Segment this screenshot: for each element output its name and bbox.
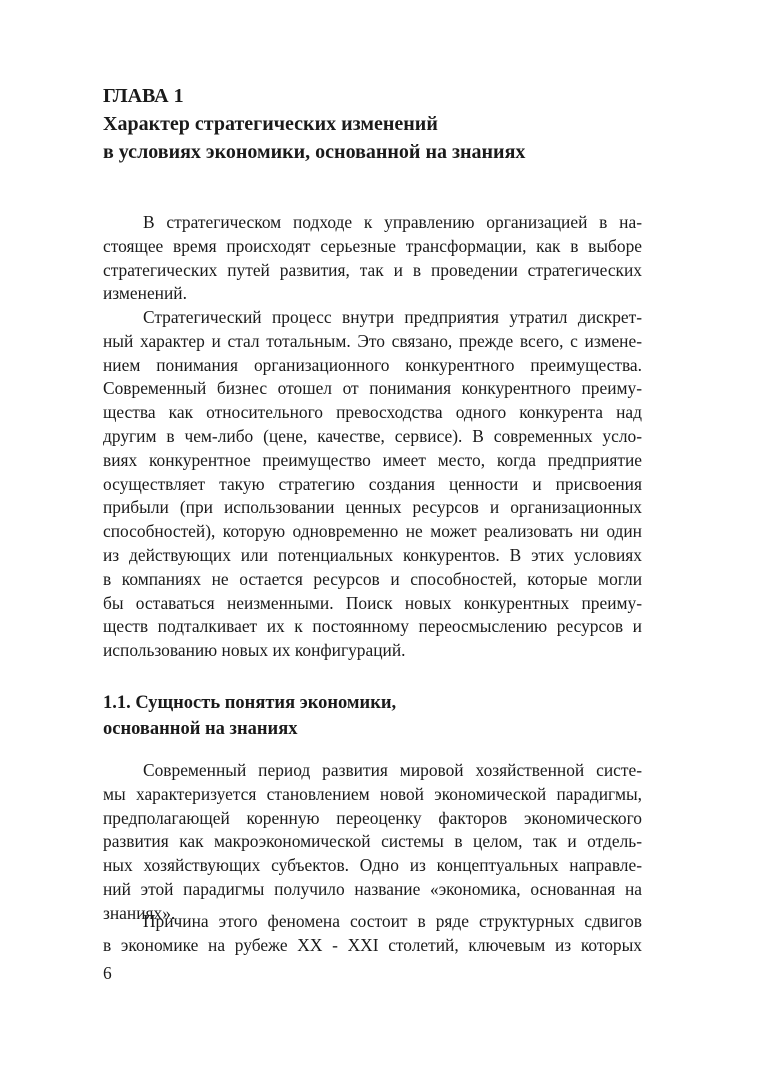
paragraph-line: виях конкурентное преимущество имеет место, когда предприятие: [103, 449, 642, 470]
paragraph-line: стратегических путей развития, так и в проведении стратегических: [103, 259, 642, 280]
paragraph-line: Стратегический процесс внутри предприятия утратил дискрет-: [143, 307, 642, 327]
paragraph-2: [103, 306, 642, 663]
paragraph-line: предполагающей коренную переоценку факторов экономического: [103, 807, 642, 828]
paragraph-line: щества как относительного превосходства одного конкурента над: [103, 402, 642, 423]
paragraph-line: знаниях».: [103, 902, 176, 923]
section-title-line-2: основанной на знаниях: [103, 719, 298, 739]
paragraph-4: [103, 910, 642, 958]
paragraph-line: ных хозяйствующих субъектов. Одно из концептуальных направле-: [103, 855, 642, 876]
paragraph-line: развития как макроэкономической системы в целом, так и отдель-: [103, 831, 642, 852]
paragraph-3: [103, 759, 642, 926]
paragraph-line: использованию новых их конфигураций.: [103, 640, 406, 661]
paragraph-line: способностей), которую одновременно не может реализовать ни один: [103, 521, 642, 542]
paragraph-line: ный характер и стал тотальным. Это связано, прежде всего, с измене-: [103, 330, 642, 351]
paragraph-line: Современный бизнес отошел от понимания конкурентного преиму-: [103, 378, 642, 399]
paragraph-1: [103, 211, 642, 306]
paragraph-line: ний этой парадигмы получило название «экономика, основанная на: [103, 878, 642, 899]
paragraph-line: в компаниях не остается ресурсов и способностей, которые могли: [103, 568, 642, 589]
paragraph-line: В стратегическом подходе к управлению организацией в на-: [143, 212, 642, 232]
section-heading: [103, 690, 396, 742]
page-number: 6: [103, 963, 112, 983]
paragraph-line: прибыли (при использовании ценных ресурсов и организационных: [103, 497, 642, 518]
paragraph-line: Современный период развития мировой хозяйственной систе-: [143, 760, 642, 780]
paragraph-line: осуществляет такую стратегию создания ценности и присвоения: [103, 473, 642, 494]
paragraph-line: ществ подталкивает их к постоянному переосмыслению ресурсов и: [103, 616, 642, 637]
paragraph-line: стоящее время происходят серьезные трансформации, как в выборе: [103, 235, 642, 256]
chapter-heading: [103, 82, 525, 166]
paragraph-line: мы характеризуется становлением новой экономической парадигмы,: [103, 783, 642, 804]
paragraph-line: бы оставаться неизменными. Поиск новых конкурентных преиму-: [103, 592, 642, 613]
paragraph-line: из действующих или потенциальных конкурентов. В этих условиях: [103, 544, 642, 565]
paragraph-line: нием понимания организационного конкурентного преимущества.: [103, 354, 642, 375]
chapter-label: ГЛАВА 1: [103, 85, 184, 107]
paragraph-line: изменений.: [103, 283, 187, 304]
paragraph-line: Причина этого феномена состоит в ряде структурных сдвигов: [143, 911, 642, 931]
paragraph-line: в экономике на рубеже XX - XXI столетий, ключевым из которых: [103, 934, 642, 955]
chapter-title-line-1: Характер стратегических изменений: [103, 113, 438, 135]
section-title-line-1: 1.1. Сущность понятия экономики,: [103, 693, 397, 713]
paragraph-line: другим в чем-либо (цене, качестве, сервисе). В современных усло-: [103, 425, 642, 446]
chapter-title-line-2: в условиях экономики, основанной на знаниях: [103, 141, 526, 163]
